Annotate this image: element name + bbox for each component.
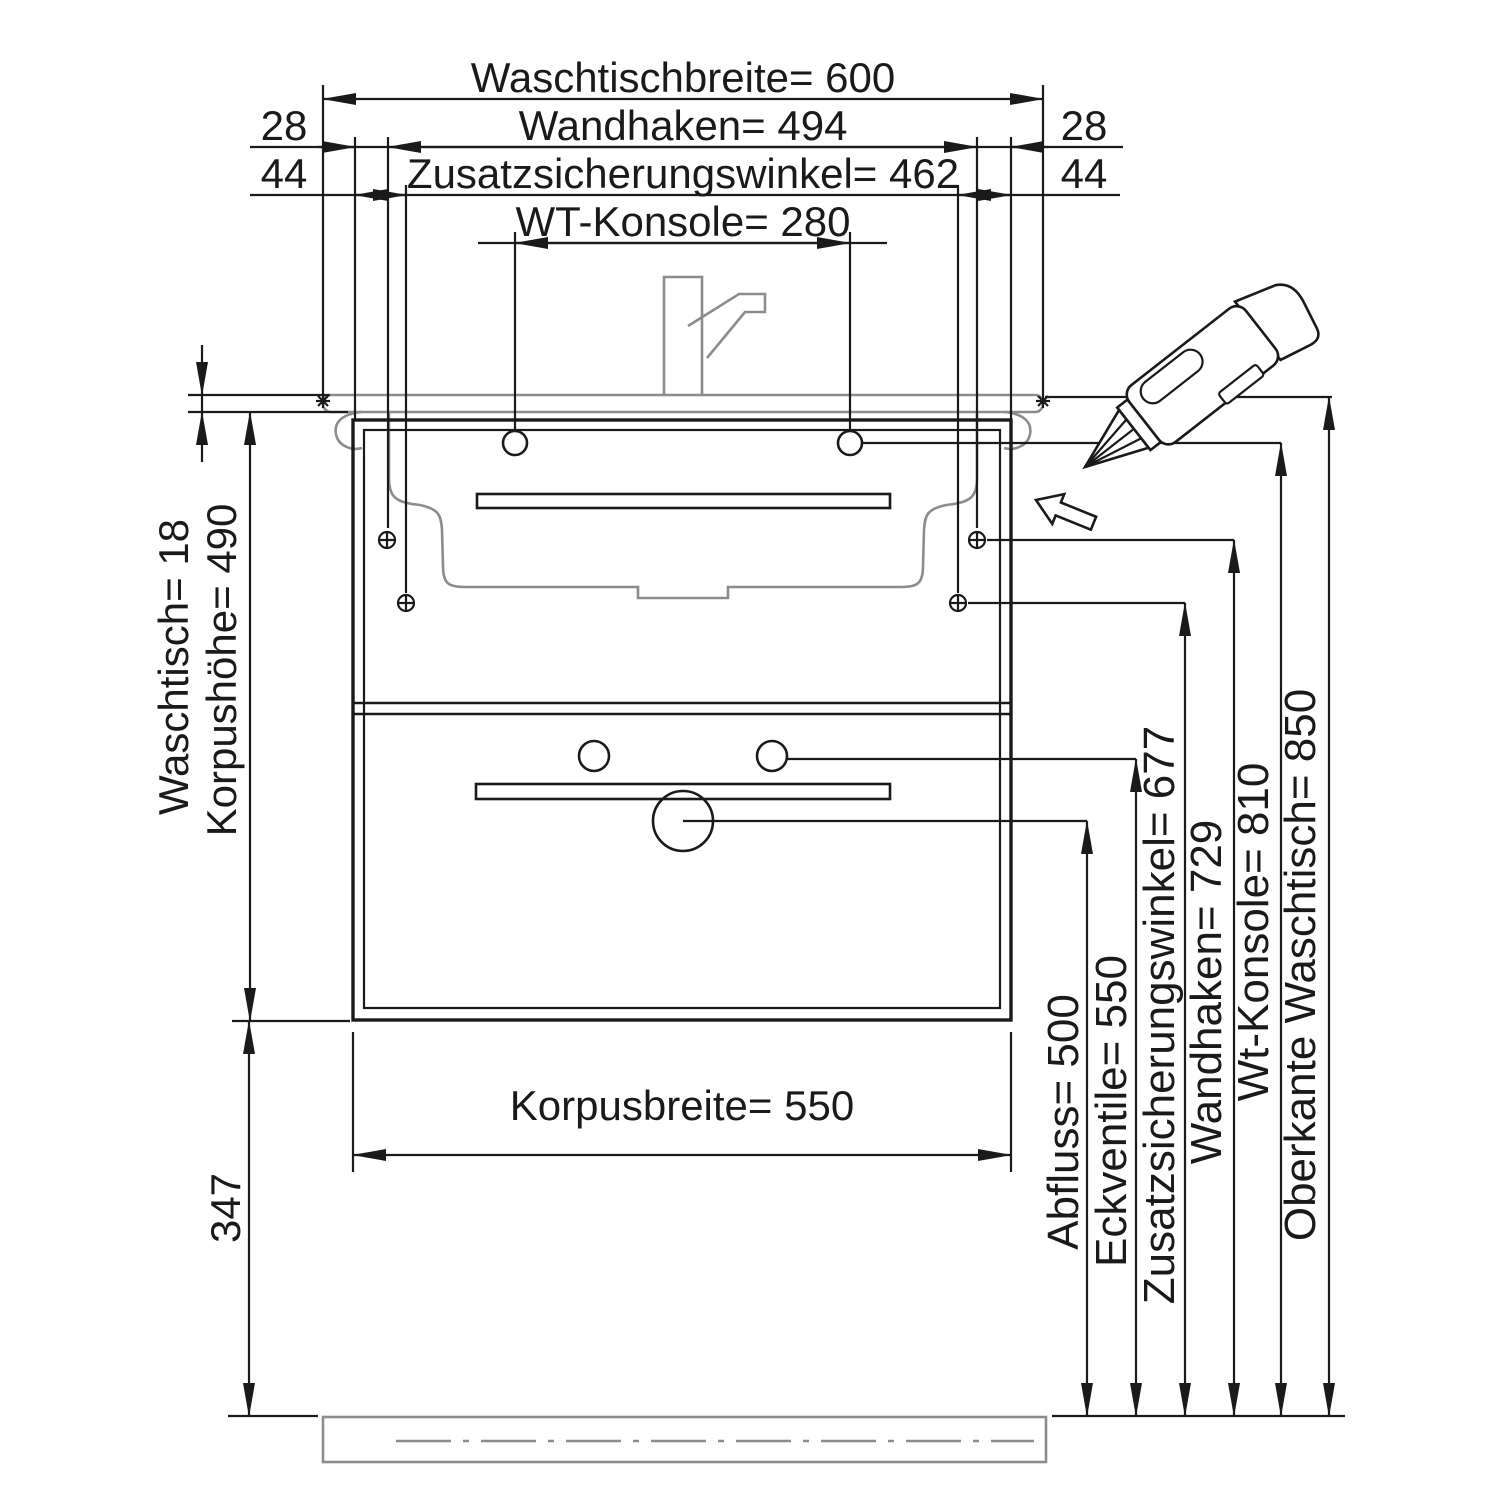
washbasin-left-edge (336, 412, 362, 449)
faucet-spout (688, 294, 765, 358)
corner-valve-hole (757, 741, 787, 771)
corner-valve-hole (579, 741, 609, 771)
dim-label-oberkante-hoehe: Oberkante Waschtisch= 850 (1276, 688, 1325, 1242)
faucet-body (664, 277, 702, 394)
faucet-icon (664, 277, 765, 394)
handle-slot (477, 494, 890, 508)
dim-label-offset28-right: 28 (1060, 102, 1108, 149)
sealing-star-icon (1036, 394, 1050, 408)
dim-label-wtkonsole-breite: WT-Konsole= 280 (515, 198, 851, 245)
wall-hook-marker (969, 532, 985, 548)
caulking-gun-icon (1030, 268, 1328, 538)
dim-label-abfluss-hoehe: Abfluss= 500 (1039, 994, 1088, 1250)
dim-label-waschtischbreite: Waschtischbreite= 600 (470, 54, 896, 101)
dim-label-eckventile-hoehe: Eckventile= 550 (1087, 955, 1136, 1267)
dim-label-offset44-left: 44 (260, 150, 308, 197)
cabinet-outline (353, 420, 1011, 1020)
dim-label-korpusbreite: Korpusbreite= 550 (509, 1082, 855, 1129)
dim-label-sockelabstand: 347 (202, 1172, 249, 1244)
dim-label-korpushoehe: Korpushöhe= 490 (198, 503, 245, 837)
sealing-star-icon (316, 394, 330, 408)
washbasin (323, 395, 1043, 598)
dim-label-zusatzwinkel-hoehe: Zusatzsicherungswinkel= 677 (1135, 725, 1184, 1305)
floor-slab (323, 1417, 1046, 1462)
safety-bracket-marker (950, 595, 966, 611)
vanity-cabinet (353, 420, 1011, 1020)
dim-label-waschtisch-dicke: Waschtisch= 18 (150, 518, 197, 816)
safety-bracket-marker (398, 595, 414, 611)
direction-arrow-icon (1030, 485, 1099, 538)
bracket-hole (838, 431, 862, 455)
dim-label-zusatzwinkel-breite: Zusatzsicherungswinkel= 462 (406, 150, 960, 197)
dim-label-wandhaken-hoehe: Wandhaken= 729 (1182, 819, 1231, 1165)
dim-label-offset44-right: 44 (1060, 150, 1108, 197)
cabinet-inner-panel (364, 430, 1000, 1008)
dim-label-wandhaken-breite: Wandhaken= 494 (518, 102, 848, 149)
bracket-hole (503, 431, 527, 455)
labels (150, 54, 1325, 1304)
floor-outline (323, 1417, 1046, 1462)
dim-label-wtkonsole-hoehe: Wt-Konsole= 810 (1229, 762, 1278, 1102)
dim-label-offset28-left: 28 (260, 102, 308, 149)
washbasin-top-slab (323, 395, 1043, 412)
wall-hook-marker (379, 532, 395, 548)
